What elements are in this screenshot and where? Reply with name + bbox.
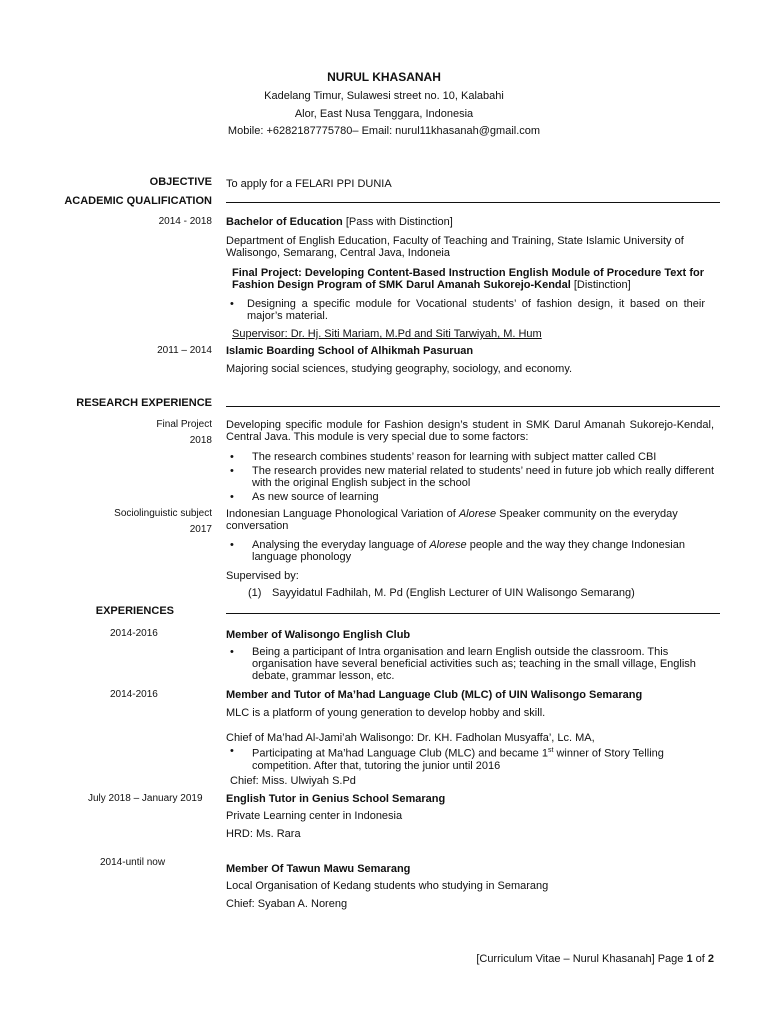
experience-title-1: Member of Walisongo English Club bbox=[226, 629, 411, 641]
research-label-2: Sociolinguistic subject bbox=[114, 508, 212, 519]
research-text-2-post: Speaker community on the everyday conversation bbox=[226, 508, 678, 532]
experience-bullet-2-pre: Participating at Ma’had Language Club (MLC) and became 1 bbox=[252, 747, 548, 760]
research-bullet-2-pre: Analysing the everyday language of bbox=[252, 539, 430, 551]
experience-chief-2: Chief: Miss. Ulwiyah S.Pd bbox=[230, 775, 356, 787]
academic-heading: ACADEMIC QUALIFICATION bbox=[64, 195, 212, 207]
section-divider bbox=[226, 406, 720, 407]
research-bullet: The research combines students’ reason for learning with subject matter called CBI bbox=[252, 451, 657, 463]
experience-date-4: 2014-until now bbox=[100, 857, 166, 868]
experiences-heading: EXPERIENCES bbox=[95, 605, 174, 617]
bullet-icon: • bbox=[230, 465, 234, 477]
academic-date-2: 2011 – 2014 bbox=[157, 345, 212, 356]
experience-bullet-2 bbox=[252, 745, 706, 772]
section-divider bbox=[226, 613, 720, 614]
address-line-1: Kadelang Timur, Sulawesi street no. 10, Kalabahi bbox=[264, 90, 504, 102]
bullet-icon: • bbox=[230, 298, 234, 310]
bullet-icon: • bbox=[230, 745, 234, 757]
degree-name: Bachelor of Education bbox=[226, 216, 343, 228]
degree-department: Department of English Education, Faculty of Teaching and Training, State Islamic University of Walisongo, Semarang, Central Java, Indoneia bbox=[226, 235, 684, 259]
footer-page-number: 1 bbox=[686, 953, 693, 965]
supervisor-line: Supervisor: Dr. Hj. Siti Mariam, M.Pd and Siti Tarwiyah, M. Hum bbox=[232, 328, 542, 340]
experience-bullet-2-sup: st bbox=[547, 747, 554, 754]
experience-line-3b: HRD: Ms. Rara bbox=[226, 828, 301, 840]
experience-line-4b: Chief: Syaban A. Noreng bbox=[226, 898, 348, 910]
research-year-2: 2017 bbox=[189, 524, 212, 535]
research-text-2-em: Alorese bbox=[458, 508, 497, 520]
page-footer bbox=[476, 953, 714, 965]
experience-bullet-2-post: winner of Story Telling competition. After that, tutoring the junior until 2016 bbox=[252, 747, 664, 772]
objective-text: To apply for a FELARI PPI DUNIA bbox=[226, 178, 392, 190]
experience-line-3a: Private Learning center in Indonesia bbox=[226, 810, 403, 822]
experience-title-3: English Tutor in Genius School Semarang bbox=[226, 793, 446, 805]
supervisor-number: (1) bbox=[248, 587, 262, 599]
supervised-label: Supervised by: bbox=[226, 570, 299, 582]
research-label-1: Final Project bbox=[156, 419, 212, 430]
final-project-title bbox=[232, 267, 704, 291]
experience-date-2: 2014-2016 bbox=[110, 689, 158, 700]
experience-line-2a: MLC is a platform of young generation to develop hobby and skill. bbox=[226, 707, 546, 719]
degree-note: [Pass with Distinction] bbox=[345, 216, 453, 228]
footer-prefix: [Curriculum Vitae – Nurul Khasanah] Page bbox=[476, 953, 687, 965]
research-bullet-2 bbox=[252, 539, 714, 563]
contact-line: Mobile: +6282187775780– Email: nurul11khasanah@gmail.com bbox=[227, 125, 541, 137]
final-project-bullet: Designing a specific module for Vocational students’ of fashion design, it based on their major’s material. bbox=[247, 298, 705, 322]
academic-date-1: 2014 - 2018 bbox=[158, 216, 212, 227]
research-supervisor: Sayyidatul Fadhilah, M. Pd (English Lecturer of UIN Walisongo Semarang) bbox=[272, 587, 635, 599]
research-text-2-pre: Indonesian Language Phonological Variation of bbox=[226, 508, 459, 520]
research-bullet-2-em: Alorese bbox=[429, 539, 467, 551]
bullet-icon: • bbox=[230, 646, 234, 658]
footer-page-total: 2 bbox=[707, 953, 714, 965]
experience-title-2: Member and Tutor of Ma’had Language Club (MLC) of UIN Walisongo Semarang bbox=[226, 689, 643, 701]
research-bullet: The research provides new material related to students’ need in future job which really different with the original English subject in the school bbox=[252, 465, 714, 489]
resume-name: NURUL KHASANAH bbox=[327, 70, 441, 84]
research-year-1: 2018 bbox=[189, 435, 212, 446]
experience-line-4a: Local Organisation of Kedang students who studying in Semarang bbox=[226, 880, 549, 892]
degree-title bbox=[226, 216, 453, 228]
experience-date-3: July 2018 – January 2019 bbox=[88, 793, 203, 804]
experience-line-2b: Chief of Ma’had Al-Jami’ah Walisongo: Dr. KH. Fadholan Musyaffa’, Lc. MA, bbox=[226, 732, 595, 744]
experience-bullet-1: Being a participant of Intra organisation and learn English outside the classroom. This organisation have several beneficial activities such as; teaching in the small village, English debate, grammar lesson, etc. bbox=[252, 646, 696, 682]
experience-title-4: Member Of Tawun Mawu Semarang bbox=[226, 863, 411, 875]
research-heading: RESEARCH EXPERIENCE bbox=[76, 397, 212, 409]
bullet-icon: • bbox=[230, 539, 234, 551]
school-detail: Majoring social sciences, studying geography, sociology, and economy. bbox=[226, 363, 573, 375]
objective-heading: OBJECTIVE bbox=[149, 176, 212, 188]
research-text-1: Developing specific module for Fashion design’s student in SMK Darul Amanah Sukorejo-Kendal, Central Java. This module is very special due to some factors: bbox=[226, 419, 714, 443]
experience-date-1: 2014-2016 bbox=[110, 628, 158, 639]
research-text-2 bbox=[226, 508, 716, 532]
bullet-icon: • bbox=[230, 451, 234, 463]
research-bullet-2-post: people and the way they change Indonesian language phonology bbox=[252, 539, 685, 563]
school-title: Islamic Boarding School of Alhikmah Pasuruan bbox=[226, 345, 474, 357]
research-bullet: As new source of learning bbox=[252, 491, 379, 503]
final-project-text: Final Project: Developing Content-Based Instruction English Module of Procedure Text for Fashion Design Program of SMK Darul Amanah Sukorejo-Kendal bbox=[232, 267, 704, 291]
footer-of: of bbox=[692, 953, 708, 965]
address-line-2: Alor, East Nusa Tenggara, Indonesia bbox=[294, 108, 474, 120]
bullet-icon: • bbox=[230, 491, 234, 503]
final-project-note: [Distinction] bbox=[573, 279, 631, 291]
section-divider bbox=[226, 202, 720, 203]
